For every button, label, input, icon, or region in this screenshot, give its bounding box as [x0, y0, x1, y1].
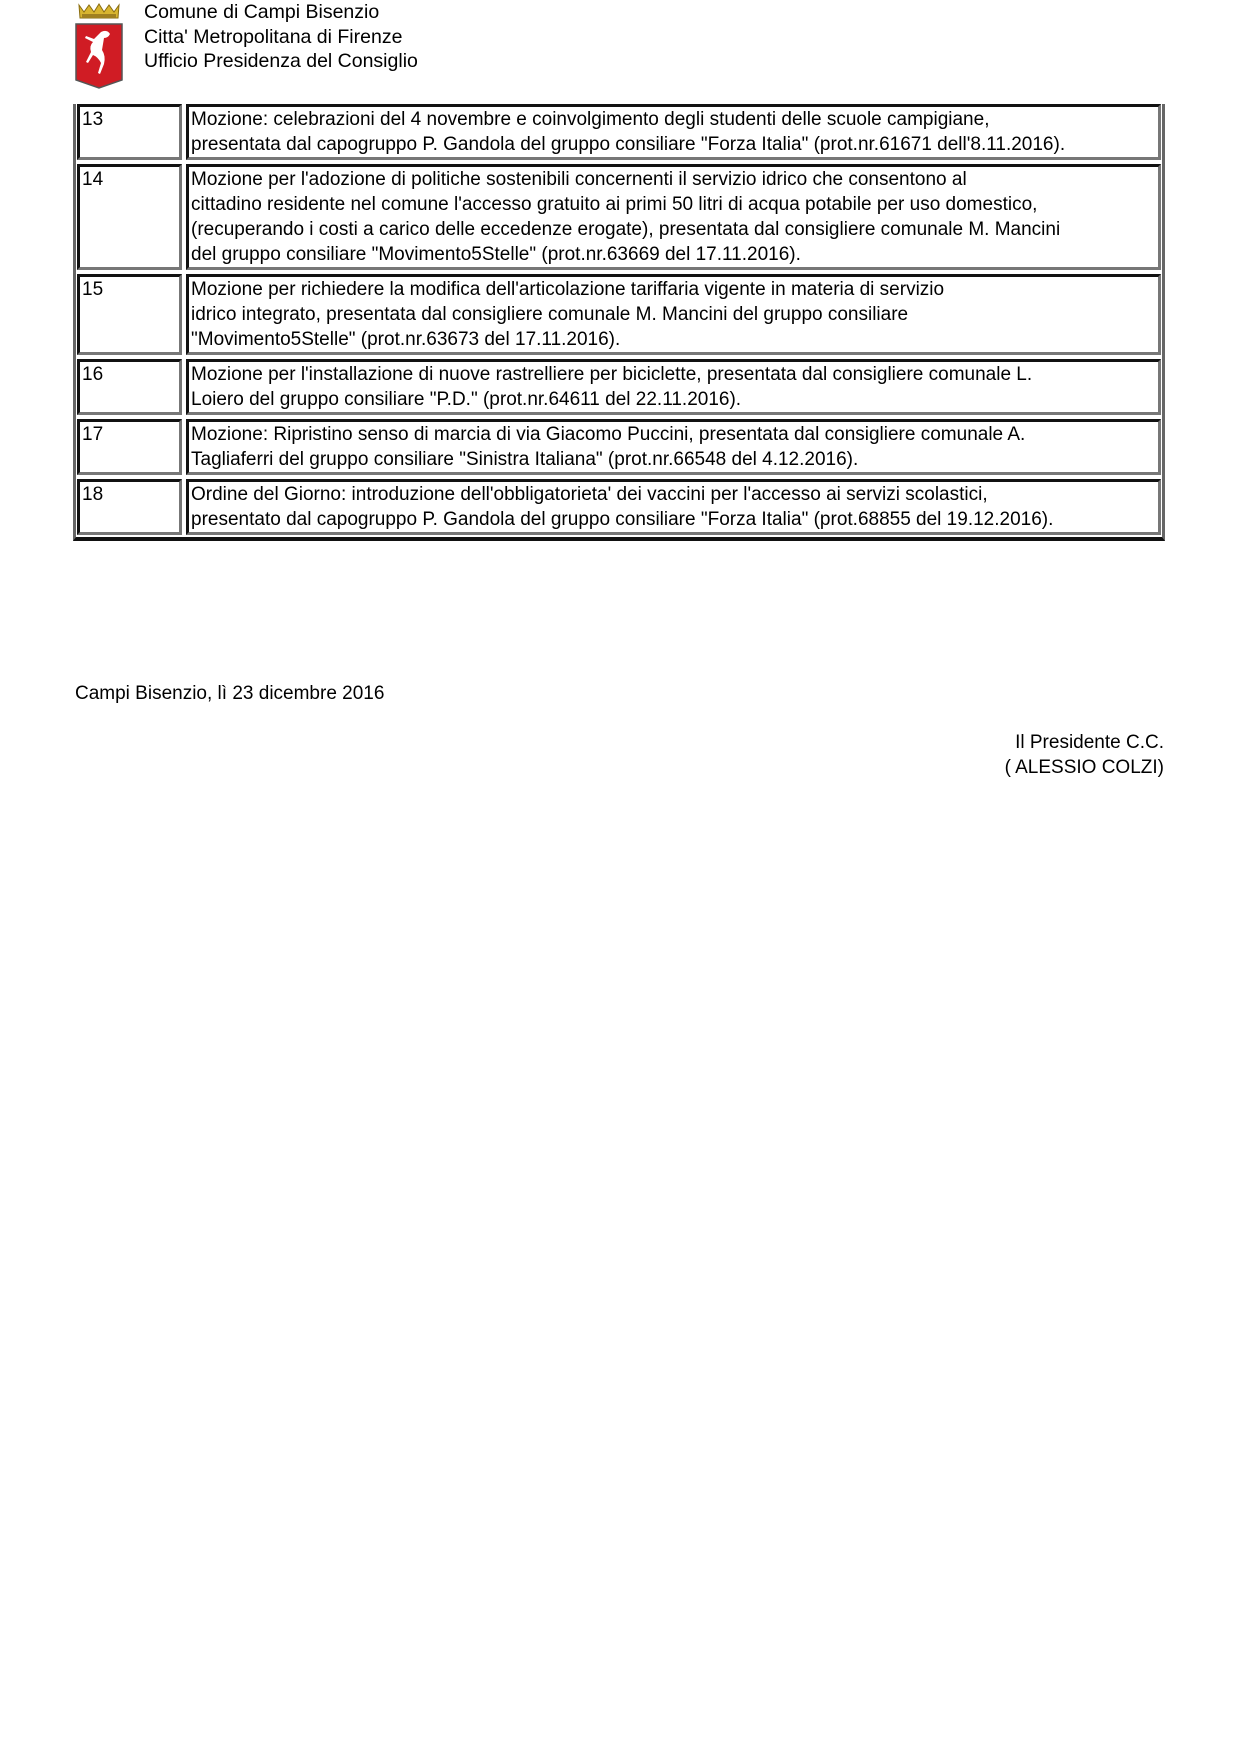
- item-description: [186, 274, 1161, 355]
- table-row: [77, 104, 1161, 160]
- description-line: Mozione per l'adozione di politiche sostenibili concernenti il servizio idrico che consentono al: [191, 169, 967, 190]
- description-line: Ordine del Giorno: introduzione dell'obbligatorieta' dei vaccini per l'accesso ai servizi scolastici,: [191, 484, 988, 505]
- item-number: 17: [77, 419, 182, 475]
- municipal-coat-of-arms-logo: [74, 2, 124, 90]
- table-row: [77, 479, 1161, 535]
- letterhead: [144, 0, 418, 74]
- item-number: 14: [77, 164, 182, 270]
- description-line: Mozione: Ripristino senso di marcia di via Giacomo Puccini, presentata dal consigliere comunale A.: [191, 424, 1026, 445]
- item-description: [186, 419, 1161, 475]
- place-date: Campi Bisenzio, lì 23 dicembre 2016: [75, 683, 385, 704]
- description-line: Mozione: celebrazioni del 4 novembre e coinvolgimento degli studenti delle scuole campigiane,: [191, 109, 990, 130]
- description-line: cittadino residente nel comune l'accesso gratuito ai primi 50 litri di acqua potabile per uso domestico,: [191, 194, 1038, 215]
- description-line: (recuperando i costi a carico delle eccedenze erogate), presentata dal consigliere comunale M. Mancini: [191, 219, 1061, 240]
- item-description: [186, 479, 1161, 535]
- signature-title: Il Presidente C.C.: [1015, 732, 1164, 753]
- table-row: [77, 164, 1161, 270]
- signature-block: [1005, 730, 1164, 780]
- description-line: Mozione per l'installazione di nuove rastrelliere per biciclette, presentata dal consigliere comunale L.: [191, 364, 1033, 385]
- description-line: Mozione per richiedere la modifica dell'articolazione tariffaria vigente in materia di servizio: [191, 279, 945, 300]
- item-description: [186, 359, 1161, 415]
- table-row: [77, 419, 1161, 475]
- description-line: "Movimento5Stelle" (prot.nr.63673 del 17.11.2016).: [191, 329, 621, 350]
- description-line: Loiero del gruppo consiliare "P.D." (prot.nr.64611 del 22.11.2016).: [191, 389, 742, 410]
- item-number: 15: [77, 274, 182, 355]
- item-description: [186, 104, 1161, 160]
- description-line: presentato dal capogruppo P. Gandola del gruppo consiliare "Forza Italia" (prot.68855 del 19.12.2016).: [191, 509, 1054, 530]
- item-number: 13: [77, 104, 182, 160]
- description-line: presentata dal capogruppo P. Gandola del gruppo consiliare "Forza Italia" (prot.nr.61671 dell'8.11.2016).: [191, 134, 1066, 155]
- table-row: [77, 359, 1161, 415]
- item-number: 18: [77, 479, 182, 535]
- description-line: del gruppo consiliare "Movimento5Stelle" (prot.nr.63669 del 17.11.2016).: [191, 244, 801, 265]
- office-name: Ufficio Presidenza del Consiglio: [144, 50, 418, 72]
- description-line: idrico integrato, presentata dal consigliere comunale M. Mancini del gruppo consiliare: [191, 304, 909, 325]
- signature-name: ( ALESSIO COLZI): [1004, 757, 1164, 778]
- municipality-name: Comune di Campi Bisenzio: [144, 1, 380, 23]
- description-line: Tagliaferri del gruppo consiliare "Sinistra Italiana" (prot.nr.66548 del 4.12.2016).: [191, 449, 859, 470]
- metropolitan-city: Citta' Metropolitana di Firenze: [144, 25, 403, 48]
- item-number: 16: [77, 359, 182, 415]
- agenda-table: [73, 104, 1165, 541]
- table-row: [77, 274, 1161, 355]
- item-description: [186, 164, 1161, 270]
